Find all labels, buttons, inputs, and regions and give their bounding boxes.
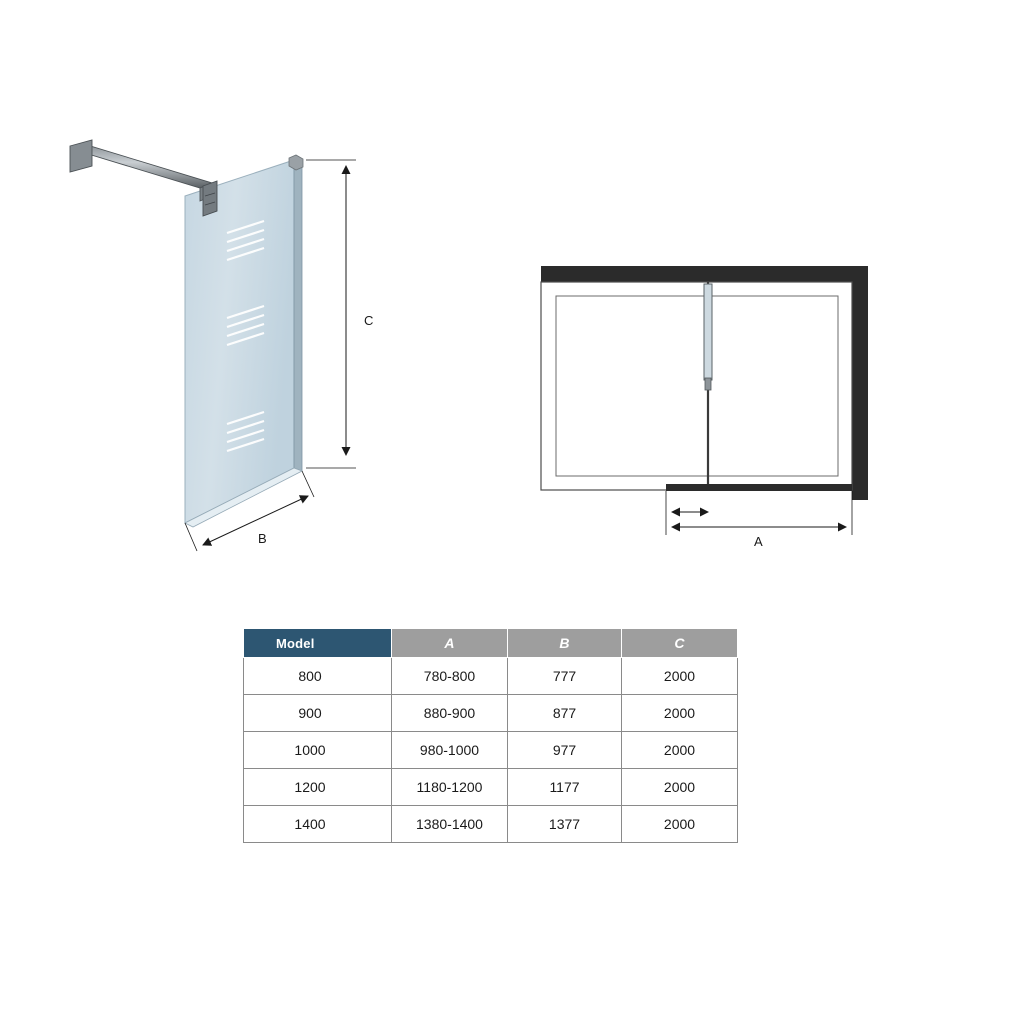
specifications-table: [243, 628, 738, 843]
cell-b: 1377: [508, 806, 622, 843]
cell-a: 1180-1200: [392, 769, 508, 806]
cell-c: 2000: [622, 732, 738, 769]
cell-model: 800: [244, 658, 392, 695]
dimension-a: [666, 491, 852, 535]
cell-c: 2000: [622, 806, 738, 843]
cell-a: 880-900: [392, 695, 508, 732]
table-header-b: B: [508, 629, 622, 658]
glass-clamp: [203, 181, 217, 216]
dimension-c: [306, 160, 356, 468]
bottom-profile: [666, 484, 852, 491]
shower-tray-outline: [541, 282, 852, 490]
table-row: [244, 695, 738, 732]
table-header-model: Model: [244, 629, 392, 658]
cell-c: 2000: [622, 658, 738, 695]
dimension-label-a: A: [754, 534, 763, 549]
specifications-table-container: [243, 628, 737, 843]
dimension-label-b: B: [258, 531, 267, 546]
glass-edge-right: [294, 160, 302, 471]
cell-b: 777: [508, 658, 622, 695]
cell-model: 1000: [244, 732, 392, 769]
cell-b: 977: [508, 732, 622, 769]
shower-tray-inner: [556, 296, 838, 476]
glass-panel-plan: [704, 282, 712, 490]
cell-a: 980-1000: [392, 732, 508, 769]
cell-model: 1400: [244, 806, 392, 843]
cell-a: 1380-1400: [392, 806, 508, 843]
perspective-view-group: [70, 140, 356, 551]
top-view-group: [525, 266, 868, 535]
cell-model: 1200: [244, 769, 392, 806]
wall-bracket: [70, 140, 92, 172]
dimension-label-c: C: [364, 313, 374, 328]
wall-outline: [525, 266, 868, 500]
table-row: [244, 658, 738, 695]
table-header-row: [244, 629, 738, 658]
cell-a: 780-800: [392, 658, 508, 695]
table-row: [244, 732, 738, 769]
cell-b: 877: [508, 695, 622, 732]
table-header-c: C: [622, 629, 738, 658]
cell-c: 2000: [622, 769, 738, 806]
cell-model: 900: [244, 695, 392, 732]
table-header-a: A: [392, 629, 508, 658]
cell-b: 1177: [508, 769, 622, 806]
table-row: [244, 769, 738, 806]
table-row: [244, 806, 738, 843]
cell-c: 2000: [622, 695, 738, 732]
